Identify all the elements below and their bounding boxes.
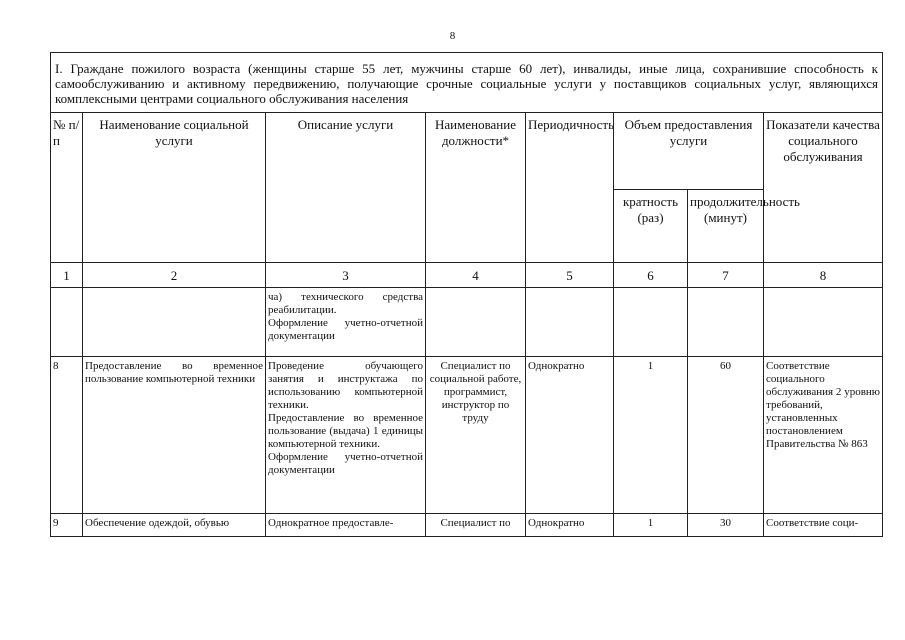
header-periodicity: Периодичность — [526, 113, 614, 263]
column-numbers-row — [51, 263, 883, 288]
row-name — [83, 288, 266, 357]
row-periodicity: Однократно — [526, 357, 614, 514]
header-quality: Показатели качества социального обслуживания — [764, 113, 883, 263]
row-quality: Соответствие соци- — [764, 514, 883, 537]
header-name: Наименование социальной услуги — [83, 113, 266, 263]
row-num — [51, 288, 83, 357]
table-row — [51, 514, 883, 537]
column-number: 7 — [688, 263, 764, 288]
page-number: 8 — [449, 30, 456, 42]
table-row — [51, 288, 883, 357]
column-number: 5 — [526, 263, 614, 288]
row-description — [266, 288, 426, 357]
column-number: 1 — [51, 263, 83, 288]
column-number: 3 — [266, 263, 426, 288]
row-position: Специалист по — [426, 514, 526, 537]
description-line: Проведение обучающего занятия и инструктажа по использованию компьютерной техники. — [268, 360, 423, 411]
column-number: 4 — [426, 263, 526, 288]
row-position — [426, 288, 526, 357]
row-duration: 60 — [688, 357, 764, 514]
row-times: 1 — [614, 514, 688, 537]
description-line: ча) технического средства реабилитации. — [268, 291, 423, 316]
row-num: 8 — [51, 357, 83, 514]
row-quality — [764, 288, 883, 357]
header-num: № п/п — [51, 113, 83, 263]
row-name: Обеспечение одеждой, обувью — [83, 514, 266, 537]
header-row — [51, 113, 883, 190]
header-duration: продолжительность (минут) — [688, 190, 764, 263]
header-description: Описание услуги — [266, 113, 426, 263]
row-periodicity: Однократно — [526, 514, 614, 537]
row-duration: 30 — [688, 514, 764, 537]
row-position: Специалист по социальной работе, программист, инструктор по труду — [426, 357, 526, 514]
header-position: Наименование должности* — [426, 113, 526, 263]
table-row — [51, 357, 883, 514]
description-line: Оформление учетно-отчетной документации — [268, 317, 423, 342]
description-line: Оформление учетно-отчетной документации — [268, 451, 423, 476]
category-banner: I. Граждане пожилого возраста (женщины старше 55 лет, мужчины старше 60 лет), инвалиды, иные лица, сохранившие способность к самообслуживанию и активному передвижению, получающие срочные социальные услуги у поставщиков социальных услуг, являющихся комплексными центрами социального обслуживания населения — [51, 53, 883, 113]
row-times — [614, 288, 688, 357]
column-number: 8 — [764, 263, 883, 288]
column-number: 6 — [614, 263, 688, 288]
category-banner-row — [51, 53, 883, 113]
row-duration — [688, 288, 764, 357]
row-quality: Соответствие социального обслуживания 2 уровню требований, установленных постановлением Правительства № 863 — [764, 357, 883, 514]
header-times: кратность (раз) — [614, 190, 688, 263]
header-volume: Объем предоставления услуги — [614, 113, 764, 190]
row-description: Однократное предоставле- — [266, 514, 426, 537]
row-periodicity — [526, 288, 614, 357]
services-table — [50, 52, 883, 537]
row-description — [266, 357, 426, 514]
row-times: 1 — [614, 357, 688, 514]
description-line: Предоставление во временное пользование (выдача) 1 единицы компьютерной техники. — [268, 412, 423, 450]
row-num: 9 — [51, 514, 83, 537]
column-number: 2 — [83, 263, 266, 288]
row-name: Предоставление во временное пользование компьютерной техники — [83, 357, 266, 514]
